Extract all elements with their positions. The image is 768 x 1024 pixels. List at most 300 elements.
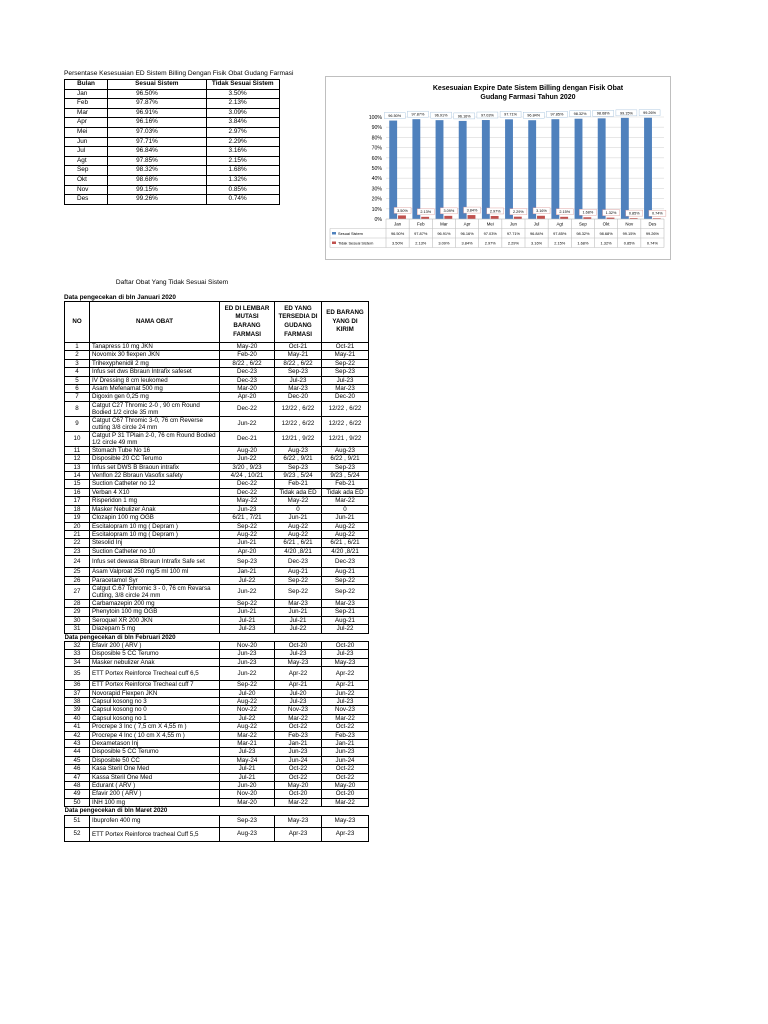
ed-mutasi: Aug-22	[220, 723, 275, 731]
col-tidak-sesuai: Tidak Sesuai Sistem	[206, 80, 279, 90]
table-row	[65, 505, 369, 513]
data-label-tidak-sesuai	[464, 207, 481, 213]
ed-kirim: Mar-23	[322, 599, 369, 607]
ed-mutasi: Jun-22	[220, 584, 275, 599]
row-number: 3	[65, 359, 90, 367]
table-row	[65, 376, 369, 384]
ed-mutasi: Jul-21	[220, 765, 275, 773]
summary-row	[65, 175, 280, 185]
ed-mutasi: Jul-22	[220, 714, 275, 722]
table-row	[65, 706, 369, 714]
chart-title-line-2: Gudang Farmasi Tahun 2020	[480, 94, 576, 101]
ed-kirim: Oct-22	[322, 773, 369, 781]
ed-mutasi: Jun-20	[220, 782, 275, 790]
summary-tidak-sesuai: 0.74%	[206, 195, 279, 205]
ed-gudang: Aug-21	[275, 568, 322, 576]
table-row	[65, 723, 369, 731]
ed-mutasi: Sep-22	[220, 522, 275, 530]
table-row	[65, 773, 369, 781]
table-value-sesuai: 96.84%	[529, 231, 544, 236]
ed-gudang: 12/22 , 6/22	[275, 416, 322, 431]
table-row	[65, 463, 369, 471]
table-value-sesuai: 99.26%	[645, 231, 660, 236]
table-value-sesuai: 98.32%	[576, 231, 590, 236]
ed-mutasi: Dec-22	[220, 401, 275, 416]
table-row	[65, 815, 369, 827]
ed-mutasi: Sep-23	[220, 815, 275, 827]
drug-name: Masker Nebulizer Anak	[90, 505, 220, 513]
ed-gudang: 9/23 , 5/24	[275, 472, 322, 480]
drug-name: Escitalopram 10 mg ( Depram )	[90, 522, 220, 530]
summary-month: Jun	[65, 137, 108, 147]
summary-row	[65, 156, 280, 166]
drug-name: Infus set dws Bbraun Intrafix safeset	[90, 368, 220, 376]
row-number: 47	[65, 773, 90, 781]
row-number: 15	[65, 480, 90, 488]
data-label-tidak-sesuai	[487, 208, 504, 214]
summary-tidak-sesuai: 3.50%	[206, 89, 279, 99]
ed-kirim: 12/21 , 9/22	[322, 431, 369, 446]
table-value-sesuai: 98.68%	[599, 231, 613, 236]
data-label-sesuai	[593, 110, 614, 116]
ed-mutasi: Apr-20	[220, 393, 275, 401]
ed-gudang: May-23	[275, 658, 322, 666]
table-row	[65, 650, 369, 658]
drug-name: Diazepam 5 mg	[90, 625, 220, 633]
data-label-text: 1.68%	[582, 210, 594, 215]
bar-sesuai	[389, 121, 397, 219]
col-nama-obat: NAMA OBAT	[90, 302, 220, 343]
table-value-tidak-sesuai: 3.16%	[531, 240, 543, 246]
table-value-sesuai: 96.16%	[460, 231, 474, 236]
row-number: 35	[65, 667, 90, 681]
ed-gudang: 6/21 , 6/21	[275, 539, 322, 547]
row-number: 9	[65, 416, 90, 431]
row-number: 45	[65, 756, 90, 764]
table-row	[65, 608, 369, 616]
drug-name: Procrepe 4 Inc ( 10 cm X 4,55 m )	[90, 731, 220, 739]
data-label-text: 96.16%	[457, 114, 471, 119]
row-number: 44	[65, 748, 90, 756]
ed-mutasi: Jul-23	[220, 625, 275, 633]
y-tick-label: 0%	[374, 217, 382, 223]
drug-name: Capsul kosong no 3	[90, 698, 220, 706]
ed-gudang: Apr-22	[275, 667, 322, 681]
summary-row	[65, 127, 280, 137]
ed-gudang: Apr-23	[275, 827, 322, 841]
drug-name: Carbamazepin 200 mg	[90, 599, 220, 607]
summary-title: Persentase Kesesuaian ED Sistem Billing Dengan Fisik Obat Gudang Farmasi	[64, 70, 294, 77]
table-row	[65, 616, 369, 624]
row-number: 52	[65, 827, 90, 841]
ed-gudang: Feb-21	[275, 480, 322, 488]
ed-kirim: Mar-22	[322, 497, 369, 505]
ed-mutasi: Nov-20	[220, 641, 275, 649]
table-row	[65, 359, 369, 367]
section-heading-row	[65, 807, 369, 815]
summary-month: Sep	[65, 166, 108, 176]
table-value-sesuai: 97.71%	[506, 231, 521, 236]
summary-month: Mei	[65, 127, 108, 137]
y-tick-label: 80%	[371, 135, 382, 142]
table-row	[65, 497, 369, 505]
ed-gudang: Apr-21	[275, 681, 322, 689]
row-number: 40	[65, 714, 90, 722]
table-row	[65, 539, 369, 547]
drug-name: Stomach Tube No 16	[90, 446, 220, 454]
drug-name: Stesolid Inj	[90, 539, 220, 547]
x-category-label: Jan	[394, 221, 402, 227]
y-tick-label: 100%	[368, 115, 382, 121]
data-label-text: 3.16%	[536, 209, 547, 214]
ed-gudang: Aug-22	[275, 530, 322, 538]
ed-gudang: May-23	[275, 815, 322, 827]
table-row	[65, 641, 369, 649]
ed-kirim: 6/22 , 9/21	[322, 455, 369, 463]
drug-name: Infus set dewasa Bbraun Intrafix Safe set	[90, 556, 220, 568]
ed-kirim: 6/21 , 6/21	[322, 539, 369, 547]
summary-sesuai: 97.85%	[108, 156, 206, 166]
drug-name: Procrepe 3 Inc ( 7,5 cm X 4,55 m )	[90, 723, 220, 731]
table-value-tidak-sesuai: 0.85%	[623, 240, 635, 246]
summary-tidak-sesuai: 3.16%	[206, 147, 279, 157]
ed-mutasi: Mar-20	[220, 385, 275, 393]
data-label-text: 97.03%	[480, 113, 494, 118]
bar-sesuai	[644, 118, 652, 219]
ed-gudang: Jun-21	[275, 514, 322, 522]
drug-name: Catgut C67 Thromic 3-0, 76 cm Reverse cutting 3/8 circle 24 mm	[90, 416, 220, 431]
ed-mutasi: Mar-21	[220, 740, 275, 748]
ed-gudang: Sep-22	[275, 576, 322, 584]
x-category-label: Mei	[486, 221, 494, 227]
bar-sesuai	[482, 120, 490, 219]
summary-row	[65, 89, 280, 99]
col-ed-mutasi: ED DI LEMBAR MUTASI BARANG FARMASI	[220, 302, 275, 343]
table-row	[65, 740, 369, 748]
drug-name: Novomix 30 flexpen JKN	[90, 351, 220, 359]
row-number: 34	[65, 658, 90, 666]
ed-gudang: Nov-23	[275, 706, 322, 714]
table-value-tidak-sesuai: 2.15%	[554, 240, 566, 246]
bar-sesuai	[436, 120, 444, 219]
summary-month: Agt	[65, 156, 108, 166]
col-bulan: Bulan	[65, 80, 108, 90]
table-row	[65, 416, 369, 431]
table-value-tidak-sesuai: 2.29%	[507, 240, 519, 246]
table-value-sesuai: 97.85%	[553, 231, 567, 236]
x-category-label: Jul	[533, 221, 540, 227]
ed-kirim: Mar-23	[322, 385, 369, 393]
ed-mutasi: Jun-23	[220, 650, 275, 658]
ed-mutasi: Jul-22	[220, 576, 275, 584]
ed-gudang: Sep-23	[275, 463, 322, 471]
bar-tidak-sesuai	[421, 217, 429, 219]
table-row	[65, 599, 369, 607]
ed-kirim: Apr-21	[322, 681, 369, 689]
drug-name: Suction Catheter no 12	[90, 480, 220, 488]
x-category-label: Mar	[440, 221, 448, 227]
ed-mutasi: May-22	[220, 497, 275, 505]
drug-name: Efavir 200 ( ARV )	[90, 641, 220, 649]
row-number: 38	[65, 698, 90, 706]
ed-kirim: Dec-23	[322, 556, 369, 568]
data-label-text: 98.32%	[573, 112, 587, 117]
table-row	[65, 667, 369, 681]
data-label-sesuai	[523, 112, 544, 118]
data-label-tidak-sesuai	[579, 209, 596, 215]
row-number: 8	[65, 401, 90, 416]
ed-kirim: Sep-23	[322, 463, 369, 471]
ed-mutasi: Apr-20	[220, 547, 275, 555]
data-label-text: 99.15%	[619, 111, 633, 116]
table-row	[65, 522, 369, 530]
ed-gudang: 0	[275, 505, 322, 513]
ed-gudang: Oct-20	[275, 641, 322, 649]
row-number: 7	[65, 393, 90, 401]
ed-kirim: 9/23 , 5/24	[322, 472, 369, 480]
ed-mutasi: 4/24 , 10/21	[220, 472, 275, 480]
ed-mutasi: 8/22 , 6/22	[220, 359, 275, 367]
data-label-sesuai	[616, 110, 637, 116]
summary-month: Jan	[65, 89, 108, 99]
drug-name: Suction Catheter no 10	[90, 547, 220, 555]
summary-tidak-sesuai: 2.97%	[206, 127, 279, 137]
drug-name: Tanapress 10 mg JKN	[90, 343, 220, 351]
row-number: 5	[65, 376, 90, 384]
data-label-sesuai	[500, 111, 521, 117]
drug-name: Disposible 5 CC Terumo	[90, 748, 220, 756]
ed-kirim: Jul-23	[322, 650, 369, 658]
drug-name: Dexametason Inj	[90, 740, 220, 748]
drug-name: Digoxin gen 0,25 mg	[90, 393, 220, 401]
section-heading-row	[65, 633, 369, 641]
data-label-text: 3.84%	[466, 208, 478, 213]
drug-name: Seroquel XR 200 JKN	[90, 616, 220, 624]
data-label-tidak-sesuai	[533, 208, 550, 214]
row-number: 51	[65, 815, 90, 827]
summary-month: Apr	[65, 118, 108, 128]
drug-name: Paracetamol Syr	[90, 576, 220, 584]
legend-label: Sesuai Sistem	[338, 230, 363, 236]
ed-kirim: Mar-22	[322, 714, 369, 722]
ed-mutasi: Jun-21	[220, 608, 275, 616]
bar-sesuai	[575, 119, 583, 219]
row-number: 24	[65, 556, 90, 568]
summary-tidak-sesuai: 0.85%	[206, 185, 279, 195]
ed-mutasi: Jul-23	[220, 748, 275, 756]
bar-tidak-sesuai	[514, 217, 522, 219]
section-heading-january: Data pengecekan di bln Januari 2020	[64, 294, 176, 301]
ed-kirim: Jul-23	[322, 698, 369, 706]
table-row	[65, 351, 369, 359]
summary-row	[65, 166, 280, 176]
drug-name: Escitalopram 10 mg ( Depram )	[90, 530, 220, 538]
table-row	[65, 698, 369, 706]
ed-gudang: Oct-22	[275, 773, 322, 781]
summary-sesuai: 96.84%	[108, 147, 206, 157]
table-value-tidak-sesuai: 1.32%	[600, 240, 612, 246]
summary-sesuai: 96.91%	[108, 108, 206, 118]
table-row	[65, 658, 369, 666]
data-label-text: 99.26%	[643, 111, 657, 116]
summary-row	[65, 195, 280, 205]
summary-row	[65, 108, 280, 118]
bar-tidak-sesuai	[444, 216, 452, 219]
summary-row	[65, 118, 280, 128]
bar-sesuai	[412, 119, 420, 219]
ed-kirim: Aug-21	[322, 616, 369, 624]
summary-tidak-sesuai: 1.32%	[206, 175, 279, 185]
table-value-sesuai: 96.91%	[437, 231, 451, 236]
table-row	[65, 514, 369, 522]
summary-tidak-sesuai: 2.13%	[206, 99, 279, 109]
ed-mutasi: Sep-22	[220, 681, 275, 689]
table-row	[65, 798, 369, 806]
ed-mutasi: May-24	[220, 756, 275, 764]
drug-name: Masker nebulizer Anak	[90, 658, 220, 666]
ed-gudang: Jan-21	[275, 740, 322, 748]
data-label-text: 1.32%	[605, 211, 617, 216]
row-number: 46	[65, 765, 90, 773]
chart-bars	[384, 110, 666, 219]
data-label-text: 97.71%	[504, 112, 518, 117]
summary-row	[65, 147, 280, 157]
ed-mutasi: Feb-20	[220, 351, 275, 359]
row-number: 18	[65, 505, 90, 513]
data-label-sesuai	[384, 113, 405, 119]
data-label-tidak-sesuai	[510, 209, 527, 215]
ed-gudang: Sep-22	[275, 584, 322, 599]
y-tick-label: 70%	[371, 145, 382, 152]
bar-tidak-sesuai	[537, 216, 545, 219]
y-tick-label: 50%	[371, 166, 382, 172]
drug-name: Phenytoin 100 mg OGB	[90, 608, 220, 616]
table-row	[65, 584, 369, 599]
table-row	[65, 480, 369, 488]
table-value-sesuai: 96.50%	[390, 231, 405, 236]
ed-kirim: Aug-22	[322, 530, 369, 538]
ed-kirim: May-23	[322, 658, 369, 666]
bar-sesuai	[621, 118, 629, 219]
ed-gudang: Jul-23	[275, 650, 322, 658]
data-label-tidak-sesuai	[394, 207, 411, 213]
chart-title-line-1: Kesesuaian Expire Date Sistem Billing dengan Fisik Obat	[432, 85, 624, 92]
ed-mutasi: Dec-23	[220, 376, 275, 384]
summary-month: Mar	[65, 108, 108, 118]
x-category-label: Feb	[416, 221, 425, 227]
summary-sesuai: 99.15%	[108, 185, 206, 195]
x-category-label: Okt	[602, 221, 610, 227]
table-row	[65, 827, 369, 841]
drug-name: Disposible 20 CC Terumo	[90, 455, 220, 463]
table-row	[65, 547, 369, 555]
ed-gudang: Jul-20	[275, 689, 322, 697]
ed-kirim: Oct-22	[322, 723, 369, 731]
ed-mutasi: Aug-23	[220, 827, 275, 841]
ed-kirim: Nov-23	[322, 706, 369, 714]
data-label-sesuai	[407, 111, 428, 117]
summary-sesuai: 97.71%	[108, 137, 206, 147]
ed-gudang: May-21	[275, 351, 322, 359]
ed-mutasi: Jan-21	[220, 568, 275, 576]
row-number: 20	[65, 522, 90, 530]
ed-kirim: Oct-21	[322, 343, 369, 351]
ed-gudang: Jul-23	[275, 698, 322, 706]
drug-name: Kassa Steril One Med	[90, 773, 220, 781]
drug-name: Risperidon 1 mg	[90, 497, 220, 505]
table-row	[65, 488, 369, 496]
row-number: 31	[65, 625, 90, 633]
legend-key	[332, 232, 336, 235]
ed-gudang: Jun-24	[275, 756, 322, 764]
ed-kirim: Jun-21	[322, 514, 369, 522]
ed-gudang: Mar-23	[275, 599, 322, 607]
ed-gudang: 8/22 , 6/22	[275, 359, 322, 367]
drug-name: Kasa Steril One Med	[90, 765, 220, 773]
ed-kirim: Jan-21	[322, 740, 369, 748]
x-category-label: Sep	[579, 221, 587, 227]
ed-kirim: 0	[322, 505, 369, 513]
drug-name: Disposible 5 CC Terumo	[90, 650, 220, 658]
col-ed-kirim: ED BARANG YANG DI KIRIM	[322, 302, 369, 343]
ed-mutasi: Mar-20	[220, 798, 275, 806]
ed-mutasi: Jul-21	[220, 773, 275, 781]
table-value-sesuai: 97.03%	[483, 231, 497, 236]
ed-gudang: Jul-23	[275, 376, 322, 384]
x-category-label: Jun	[509, 221, 517, 227]
summary-sesuai: 98.68%	[108, 175, 206, 185]
ed-kirim: May-20	[322, 782, 369, 790]
ed-mutasi: Jul-20	[220, 689, 275, 697]
x-category-label: Apr	[463, 221, 471, 227]
drug-table	[64, 301, 369, 842]
y-tick-label: 30%	[371, 186, 382, 193]
bar-sesuai	[598, 118, 606, 219]
summary-tidak-sesuai: 3.09%	[206, 108, 279, 118]
ed-gudang: Jul-21	[275, 616, 322, 624]
bar-tidak-sesuai	[468, 215, 476, 219]
col-ed-gudang: ED YANG TERSEDIA DI GUDANG FARMASI	[275, 302, 322, 343]
bar-tidak-sesuai	[491, 216, 499, 219]
data-label-text: 2.15%	[559, 210, 571, 215]
ed-gudang: 4/20 ,8/21	[275, 547, 322, 555]
ed-kirim: Jul-23	[322, 376, 369, 384]
ed-kirim: Feb-23	[322, 731, 369, 739]
ed-mutasi: Sep-23	[220, 556, 275, 568]
ed-gudang: Mar-23	[275, 385, 322, 393]
table-value-tidak-sesuai: 2.97%	[484, 240, 496, 246]
ed-gudang: Dec-23	[275, 556, 322, 568]
drug-name: Infus set DWS B Braoun intrafix	[90, 463, 220, 471]
summary-sesuai: 97.87%	[108, 99, 206, 109]
drug-name: ETT Portex Reinforce Trecheal cuff 6,5	[90, 667, 220, 681]
table-row	[65, 385, 369, 393]
ed-kirim: Feb-21	[322, 480, 369, 488]
data-label-sesuai	[546, 111, 567, 117]
summary-sesuai: 98.32%	[108, 166, 206, 176]
ed-gudang: May-20	[275, 782, 322, 790]
ed-gudang: Oct-22	[275, 723, 322, 731]
ed-gudang: 12/22 , 6/22	[275, 401, 322, 416]
ed-gudang: Aug-22	[275, 522, 322, 530]
summary-row	[65, 137, 280, 147]
table-value-sesuai: 99.15%	[622, 231, 636, 236]
drug-name: Catgut C.67 Tchromic 3 - 0, 76 cm Revarsa Cutting, 3/8 circle 24 mm	[90, 584, 220, 599]
ed-kirim: Tidak ada ED	[322, 488, 369, 496]
row-number: 13	[65, 463, 90, 471]
summary-month: Jul	[65, 147, 108, 157]
data-label-text: 97.85%	[550, 112, 564, 117]
